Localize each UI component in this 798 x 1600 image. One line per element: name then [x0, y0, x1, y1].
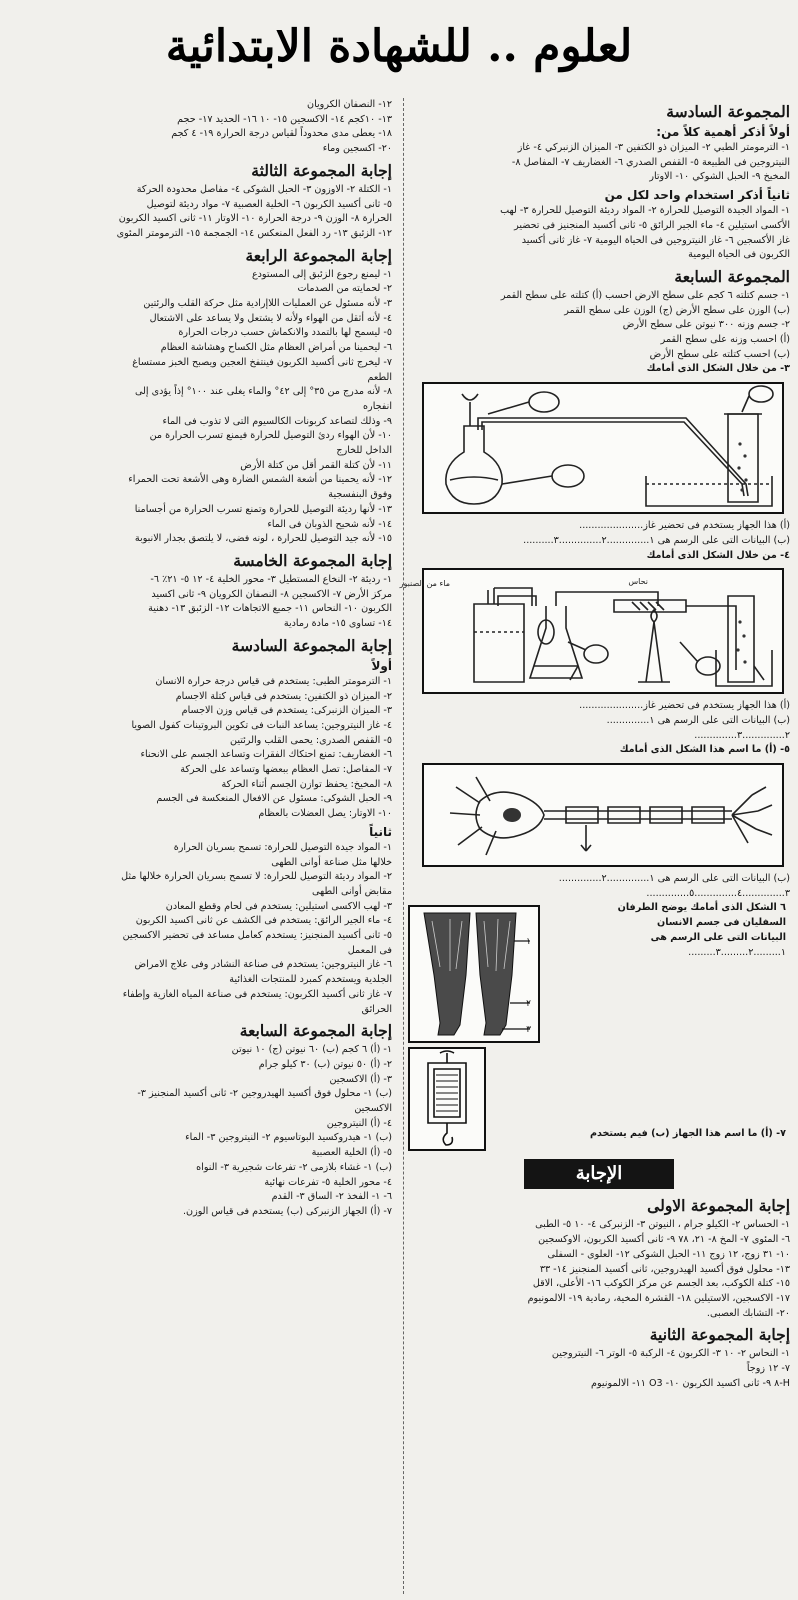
question-4: ٤- من خلال الشكل الذى أمامك	[646, 549, 790, 561]
list-item: ٥- ثانى أكسيد المنجنيز: يستخدم كعامل مساعد فى تحضير الاكسجين	[122, 930, 392, 942]
list-item: ٢- المواد رديئة التوصيل للحرارة: لا تسمح بسريان الحرارة خلالها مثل	[121, 871, 392, 883]
list-item: ٩- الحبل الشوكى: مسئول عن الافعال المنعكسة فى الجسم	[156, 793, 392, 805]
group6-title: المجموعة السادسة	[666, 102, 790, 121]
list-item: ٦- ١- الفخذ ٢- الساق ٣- القدم	[271, 1191, 392, 1203]
answer-group1-list	[408, 1218, 790, 1321]
group7-list	[408, 289, 790, 363]
group6-second-list	[408, 204, 790, 263]
figure3-questions	[408, 872, 790, 901]
list-item: ١- الترمومتر الطبى: يستخدم فى قياس درجة حرارة الانسان	[155, 675, 392, 687]
list-item: ١- المواد جيدة التوصيل للحرارة: تسمح بسريان الحرارة	[173, 841, 392, 853]
answer-group2-list	[408, 1347, 790, 1391]
list-item: ٨- المخيخ: يحفظ توازن الجسم أثناء الحركة	[221, 778, 392, 790]
legs-label-3: ٣	[526, 1025, 531, 1036]
list-item: ٢- جسم وزنه ٣٠٠ نيوتن على سطح الأرض	[622, 319, 790, 331]
list-item: ١١- لأن كتلة القمر أقل من كتلة الأرض	[240, 459, 392, 471]
list-item: ١٣- ١٠كجم ١٤- الاكسجين ١٥- ١٠ ١٦- الحديد ١٧- حجم	[177, 113, 392, 125]
answer-group6-second-list	[8, 841, 392, 1017]
list-item: ٢- (أ) ٥٠ نيوتن (ب) ٣٠ كيلو جرام	[258, 1058, 392, 1070]
figure1-questions	[408, 519, 790, 548]
list-item: الداخل للخارج	[336, 445, 392, 457]
list-item: ٤- ماء الجير الرائق: يستخدم فى الكشف عن ثانى اكسيد الكربون	[135, 915, 392, 927]
list-item: ١- الترمومتر الطبي ٢- الميزان ذو الكتفين ٣- الميزان الزنبركي ٤- غاز	[517, 142, 790, 153]
list-item: ٧- ليخرج ثانى أكسيد الكربون فينتفخ العجين ويصبح الخبز مستساغ	[132, 356, 392, 368]
list-item: ١٤- لأنه شحيح الذوبان فى الماء	[267, 518, 392, 530]
answer-group6-second-label: ثانياً	[369, 824, 392, 839]
page-header	[0, 0, 798, 92]
question-7: ٧- (أ) ما اسم هذا الجهاز (ب) فيم يستخدم	[589, 1128, 786, 1140]
answer-group2-title: إجابة المجموعة الثانية	[649, 1325, 790, 1345]
list-item: ١٢- النصفان الكرويان	[307, 99, 392, 110]
list-item: ٣- (أ) الاكسجين	[329, 1073, 392, 1085]
list-item: الحرائق	[361, 1003, 392, 1015]
list-item: ١٠- لأن الهواء ردئ التوصيل للحرارة فيمنع تسرب الحرارة من	[149, 430, 392, 442]
list-item: ٢٠- اكسجين وماء	[322, 143, 392, 155]
neuron-drawing	[436, 765, 782, 865]
list-item: فى المعمل	[347, 944, 392, 956]
list-item: الجلدية ويستخدم كمبرد للمنتجات الغذائية	[229, 974, 392, 986]
answer-group3-title: إجابة المجموعة الثالثة	[251, 160, 392, 180]
answer-group3-list	[8, 183, 392, 242]
list-item: (ب) الوزن على سطح الأرض (ج) الوزن على سطح القمر	[564, 304, 790, 316]
list-item: ٦- ليحمينا من أمراض العظام مثل الكساح وهشاشة العظام	[160, 342, 392, 354]
list-item: ٥- ليسمح لها بالتمدد والانكماش حسب درجات الحرارة	[178, 327, 392, 339]
list-item: ٤- محور الخلية ٥- تفرعات نهائية	[264, 1176, 392, 1188]
answer-group6-title: إجابة المجموعة السادسة	[231, 635, 392, 655]
column-divider	[403, 98, 404, 1594]
list-item: ٣- لأنه مسئول عن العمليات اللاإرادية مثل حركة القلب والرئتين	[143, 298, 392, 310]
list-item: البيانات التى على الرسم هى	[650, 931, 786, 943]
group7-title: المجموعة السابعة	[674, 266, 790, 286]
oxygen-apparatus-drawing	[436, 384, 782, 512]
list-item: ١- الكتلة ٢- الاوزون ٣- الحبل الشوكى ٤- مفاصل محدودة الحركة	[136, 183, 392, 195]
list-item: ٧- المفاصل: تصل العظام ببعضها وتساعد على الحركة	[180, 764, 392, 776]
list-item: ١٢- لأنه يحمينا من أشعة الشمس الضارة وهى الأشعة تحت الحمراء	[128, 474, 392, 486]
list-item: ٤- غاز النيتروجين: يساعد النبات فى تكوين البروتينات كفول الصويا	[131, 719, 392, 731]
list-item: ٣- لهب الاكسى استيلين: يستخدم فى لحام وقطع المعادن	[165, 900, 392, 912]
list-item: ١- المواد الجيدة التوصيل للحرارة ٢- المواد رديئة التوصيل للحرارة ٣- لهب	[500, 205, 790, 217]
list-item: ٣..............٤..............٥..............	[646, 887, 790, 899]
answer-group7-list	[8, 1043, 392, 1219]
answer-group4-list	[8, 268, 392, 547]
answer-group1-title: إجابة المجموعة الاولى	[647, 1196, 790, 1216]
list-item: ٦ الشكل الذى أمامك يوضح الطرفان	[617, 902, 786, 914]
list-item: ١٧- الاكسجين، الاستيلين ١٨- القشرة المخية، رمادية ١٩- الالمونيوم	[527, 1292, 790, 1304]
list-item: ٧- غاز ثانى أكسيد الكربون: يستخدم فى صناعة المياه الغازية وإطفاء	[122, 988, 392, 1000]
list-item: ٢٠- التشابك العصبى.	[706, 1307, 790, 1319]
figure-neuron	[422, 763, 784, 867]
legs-label-2: ٢	[526, 999, 531, 1010]
list-item: الاكسجين	[354, 1103, 392, 1115]
list-item: (ب) البيانات التى على الرسم هى ١..............٢..............٣..........	[523, 534, 790, 546]
list-item: ٢..............٣..............	[694, 729, 790, 741]
list-item: ٩- وذلك لتصاعد كربونات الكالسيوم التى لا تذوب فى الماء	[162, 415, 392, 427]
list-item: ٨- لأنه مدرج من ٣٥° إلى ٤٢° والماء يغلى عند ١٠٠° إذاً يؤدى إلى	[135, 386, 392, 398]
list-item: (ب) ١- هيدروكسيد البوتاسيوم ٢- النيتروجين ٣- الماء	[185, 1132, 392, 1144]
list-item: ١٢- الزئبق ١٣- رد الفعل المنعكس ١٤- الجمجمة ١٥- الترمومتر المئوى	[116, 227, 392, 239]
list-item: الطعم	[367, 371, 392, 383]
list-item: مركز الأرض ٧- الاكسجين ٨- النصفان الكرويان ٩- ثانى اكسيد	[151, 588, 392, 600]
list-item: ١٥- لأنه جيد التوصيل للحرارة ، لونه فضى، لا يلتصق بجدار الانبوبة	[134, 533, 392, 545]
list-item: (ب) ١- غشاء بلازمى ٢- تفرعات شجيرية ٣- النواه	[196, 1161, 392, 1173]
list-item: ٦- غاز النيتروجين: يستخدم فى صناعة النشادر وفى علاج الامراض	[134, 959, 392, 971]
list-item: الأكسى استيلين ٤- ماء الجير الرائق ٥- ثانى أكسيد المنجنيز فى تحضير	[514, 219, 790, 231]
nitrogen-apparatus-drawing	[399, 570, 782, 692]
answer-group7-title: إجابة المجموعة السابعة	[239, 1021, 392, 1041]
list-item: ١٣- محلول فوق أكسيد الهيدروجين، ثانى أكسيد المنجنيز ١٤- ٣٣	[539, 1263, 790, 1275]
answer-group5-list	[8, 573, 392, 632]
list-item: النيتروجين فى الطبيعة ٥- القفص الصدري ٦- الغضاريف ٧- المفاصل ٨-	[511, 156, 790, 168]
question-5: ٥- (أ) ما اسم هذا الشكل الذى أمامك	[619, 744, 790, 756]
answer-group4-title: إجابة المجموعة الرابعة	[245, 245, 392, 265]
list-item: ٥- القفص الصدرى: يحمى القلب والرئتين	[230, 734, 392, 746]
list-item: ١.........٢.........٣.........	[688, 946, 786, 958]
figure-spring-balance	[408, 1047, 486, 1151]
answer-group2-continued	[8, 98, 392, 157]
question-7-text	[486, 1047, 790, 1142]
list-item: المخيخ ٩- الحبل الشوكي ١٠- الاوتار	[649, 171, 790, 183]
list-item: ١٣- لأنها رديئة التوصيل للحرارة وتمنع تسرب الحرارة من أجسامنا	[134, 503, 392, 515]
figure-legs	[408, 905, 540, 1043]
list-item: ٦- الغضاريف: تمنع احتكاك الفقرات وتساعد الجسم على الانحناء	[140, 749, 392, 761]
list-item: انفجاره	[363, 400, 392, 412]
list-item: وفوق البنفسجية	[328, 489, 392, 501]
legs-label-1: ١	[526, 937, 531, 948]
right-column	[399, 98, 790, 1594]
legs-drawing	[410, 907, 538, 1041]
list-item: ٥- (أ) الخلية العصبية	[311, 1147, 392, 1159]
label-copper: نحاس	[628, 577, 648, 587]
list-item: ١٠- ٣١ زوج، ١٢ زوج ١١- الحبل الشوكى ١٢- العلوى - السفلى	[547, 1248, 790, 1260]
list-item: ٢- الميزان ذو الكتفين: يستخدم فى قياس كتلة الاجسام	[175, 690, 392, 702]
list-item: (ب) ١- محلول فوق أكسيد الهيدروجين ٢- ثانى أكسيد المنجنيز ٣-	[137, 1088, 392, 1100]
list-item: الكربون فى الحياة اليومية	[688, 249, 790, 261]
group6-first-title: أولاً أذكر أهمية كلاً من:	[656, 125, 790, 139]
list-item: (أ) هذا الجهاز يستخدم فى تحضير غاز.....................	[579, 700, 790, 712]
list-item: (ب) البيانات التى على الرسم هى ١..............	[606, 714, 790, 726]
answer-group6-first-label: أولاً	[371, 658, 392, 673]
list-item: ٥- ثانى أكسيد الكربون ٦- الخلية العصبية ٧- مواد رديئة لتوصيل	[146, 198, 392, 210]
list-item: الكربون ١٠- النحاس ١١- جميع الاتجاهات ١٢- الزئبق ١٣- دهنية	[148, 603, 392, 615]
group6-second-title: ثانياً أذكر استخدام واحد لكل من	[604, 188, 790, 203]
list-item: خلالها مثل صناعة أوانى الطهى	[271, 856, 392, 868]
answer-group5-title: إجابة المجموعة الخامسة	[233, 550, 392, 570]
list-item: ١- (أ) ٦ كجم (ب) ٦٠ نيوتن (ج) ١٠ نيوتن	[231, 1044, 392, 1056]
question-3: ٣- من خلال الشكل الذى أمامك	[646, 363, 790, 375]
list-item: ١- جسم كتلته ٦ كجم على سطح الارض احسب (أ) كتلته على سطح القمر	[500, 289, 790, 301]
group6-first-list	[408, 141, 790, 185]
figure-nitrogen-apparatus	[399, 568, 784, 694]
list-item: ١٥- كتلة الكوكب، بعد الجسم عن مركز الكوكب ١٦- الأعلى، الاقل	[532, 1278, 790, 1290]
figure2-questions	[408, 699, 790, 743]
list-item: غاز الأكسجين ٦- غاز النيتروجين فى الحياة اليومية ٧- غاز ثانى أكسيد	[521, 234, 790, 246]
list-item: (ب) البيانات التى على الرسم هى ١..............٢..............	[558, 873, 790, 885]
page-title: لعلوم .. للشهادة الابتدائية	[165, 20, 633, 72]
list-item: مقابض أوانى الطهى	[312, 885, 392, 897]
question-7-row	[408, 1047, 790, 1151]
figure-oxygen-apparatus	[422, 382, 784, 514]
label-water: ماء من الصنبور	[399, 579, 450, 589]
list-item: ٤- لأنه أثقل من الهواء ولأنه لا يشتعل ولا يساعد على الاشتعال	[149, 312, 392, 324]
list-item: ٣- الميزان الزنبركى: يستخدم فى قياس وزن الاجسام	[181, 705, 392, 717]
list-item: ١- رديئة ٢- النخاع المستطيل ٣- محور الخلية ٤- ١٢ ٥- ٢١٪ ٦-	[150, 573, 392, 585]
list-item: ١- الحساس ٢- الكيلو جرام ، النيوتن ٣- الزنبركى ٤- ١٠ ٥- الطبى	[535, 1219, 790, 1231]
list-item: ٧- ١٢ زوجاً	[746, 1363, 790, 1375]
list-item: H-٨ ٩- ثانى اكسيد الكربون ١٠- O3 ١١- الالمونيوم	[591, 1377, 790, 1389]
left-column	[8, 98, 392, 1594]
list-item: ١٨- يعطى مدى محدوداً لقياس درجة الحرارة ١٩- ٤ كجم	[171, 128, 392, 140]
list-item: ١- ليمنع رجوع الزئبق إلى المستودع	[251, 268, 392, 280]
list-item: ٢- لحمايته من الصدمات	[297, 283, 392, 295]
list-item: الحرارة ٨- الوزن ٩- درجة الحرارة ١٠- الاوتار ١١- ثانى اكسيد الكربون	[118, 213, 392, 225]
answer-group6-first-list	[8, 675, 392, 822]
answer-banner: الإجابة	[524, 1159, 674, 1189]
list-item: ١٠- الاوتار: يصل العضلات بالعظام	[258, 808, 392, 820]
list-item: ٦- المئوى ٧- المخ ٨- ٢١، ٧٨ ٩- ثانى أكسيد الكربون، الاوكسجين	[538, 1234, 790, 1246]
spring-balance-drawing	[410, 1049, 484, 1149]
list-item: ٧- (أ) الجهاز الزنبركى (ب) يستخدم فى قياس الوزن.	[182, 1206, 392, 1217]
list-item: (ب) احسب كتلته على سطح الأرض	[649, 348, 790, 360]
list-item: (أ) احسب وزنه على سطح القمر	[660, 334, 790, 346]
question-6-text	[540, 901, 790, 960]
list-item: (أ) هذا الجهاز يستخدم فى تحضير غاز.....................	[579, 520, 790, 532]
list-item: السفليان فى جسم الانسان	[657, 917, 786, 929]
list-item: ٤- (أ) النيتروجين	[326, 1117, 392, 1129]
question-6-row	[408, 901, 790, 1043]
list-item: ١٤- تساوى ١٥- مادة رمادية	[283, 618, 392, 630]
list-item: ١- النحاس ٢- ١٠ ٣- الكربون ٤- الركبة ٥- الوتر ٦- النيتروجين	[551, 1348, 790, 1360]
